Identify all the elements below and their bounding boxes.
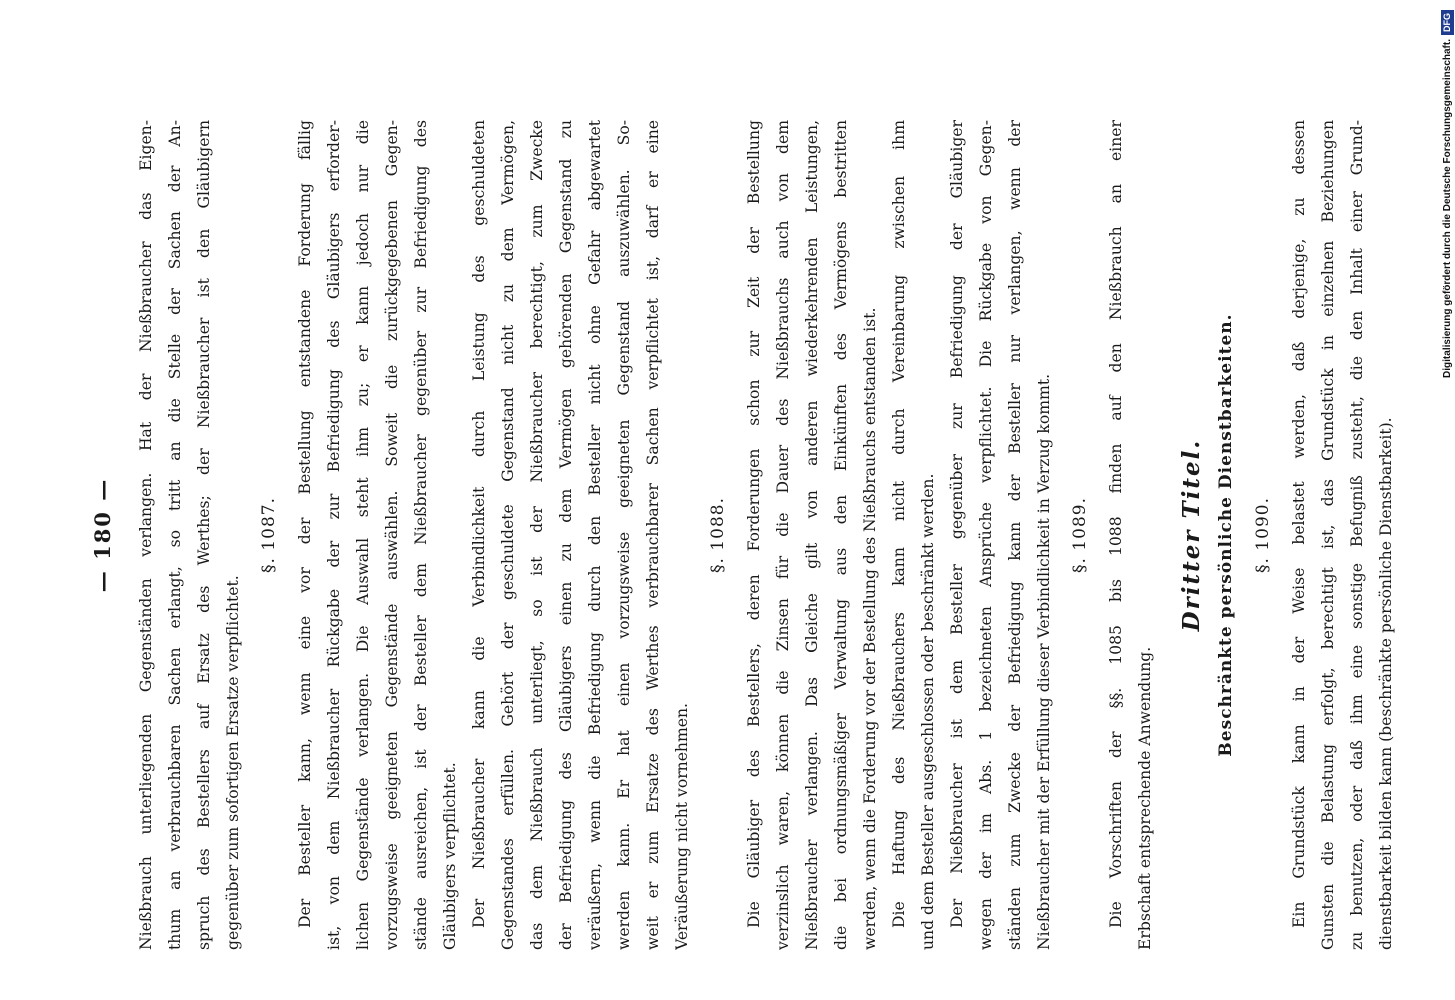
text-line: Die Gläubiger des Bestellers, deren Forderungen schon zur Zeit der Bestellung <box>745 120 763 928</box>
text-line: weit er zum Ersatze des Werthes verbrauchbarer Sachen verpflichtet ist, darf er eine <box>644 120 662 950</box>
paragraph <box>740 120 885 950</box>
text-line: Der Besteller kann, wenn eine vor der Bestellung entstandene Forderung fällig <box>296 120 314 928</box>
text-line: Gunsten die Belastung erfolgt, berechtigt ist, das Grundstück in einzelnen Beziehungen <box>1319 120 1337 950</box>
paragraph <box>132 120 248 950</box>
text-line: Der Nießbraucher kann die Verbindlichkeit durch Leistung des geschuldeten <box>470 120 488 928</box>
section-heading: §. 1090. <box>1253 497 1273 573</box>
chapter-subtitle: Beschränkte persönliche Dienstbarkeiten. <box>1216 313 1236 757</box>
text-line: Nießbrauch unterliegenden Gegenständen verlangen. Hat der Nießbraucher das Eigen- <box>137 120 155 950</box>
text-line: Veräußerung nicht vornehmen. <box>673 703 691 950</box>
text-line: Erbschaft entsprechende Anwendung. <box>1136 646 1154 950</box>
text-line: Gläubigers verpflichtet. <box>441 762 459 950</box>
text-line: Nießbraucher verlangen. Das Gleiche gilt von anderen wiederkehrenden Leistungen, <box>803 120 821 950</box>
text-line: die bei ordnungsmäßiger Verwaltung aus den Einkünften des Vermögens bestritten <box>832 120 850 950</box>
text-line: Nießbraucher mit der Erfüllung dieser Verbindlichkeit in Verzug kommt. <box>1035 373 1053 950</box>
section-heading: §. 1089. <box>1070 497 1090 573</box>
text-line: dienstbarkeit bilden kann (beschränkte persönliche Dienstbarkeit). <box>1377 417 1395 950</box>
text-line: wegen der im Abs. 1 bezeichneten Ansprüche verpflichtet. Die Rückgabe von Gegen- <box>977 120 995 950</box>
text-line: Der Nießbraucher ist dem Besteller gegenüber zur Befriedigung der Gläubiger <box>948 120 966 928</box>
dfg-logo: DFG <box>1441 10 1454 35</box>
text-line: vorzugsweise geeigneten Gegenstände auswählen. Soweit die zurückgegebenen Gegen- <box>383 120 401 950</box>
text-line: und dem Besteller ausgeschlossen oder beschränkt werden. <box>919 473 937 950</box>
text-line: spruch des Bestellers auf Ersatz des Werthes; der Nießbraucher ist den Gläubigern <box>195 120 213 950</box>
text-line: thum an verbrauchbaren Sachen erlangt, so tritt an die Stelle der Sachen der An- <box>166 120 184 950</box>
text-line: zu benutzen, oder daß ihm eine sonstige Befugniß zusteht, die den Inhalt einer Grund- <box>1348 120 1366 950</box>
chapter-title: Dritter Titel. <box>1178 438 1205 632</box>
text-line: Die Haftung des Nießbrauchers kann nicht durch Vereinbarung zwischen ihm <box>890 120 908 928</box>
text-line: werden kann. Er hat einen vorzugsweise geeigneten Gegenstand auszuwählen. So- <box>615 120 633 950</box>
text-line: Die Vorschriften der §§. 1085 bis 1088 finden auf den Nießbrauch an einer <box>1107 120 1125 928</box>
section-heading: §. 1088. <box>708 497 728 573</box>
text-line: werden, wenn die Forderung vor der Bestellung des Nießbrauchs entstanden ist. <box>861 307 879 950</box>
paragraph <box>943 120 1059 950</box>
page-number: — 180 — <box>90 477 115 593</box>
text-line: ständen zum Zwecke der Befriedigung kann der Besteller nur verlangen, wenn der <box>1006 120 1024 950</box>
document-body <box>132 120 1401 950</box>
text-line: der Befriedigung des Gläubigers einen zu dem Vermögen gehörenden Gegenstand zu <box>557 120 575 950</box>
section-heading: §. 1087. <box>259 497 279 573</box>
text-line: ist, von dem Nießbraucher Rückgabe der zur Befriedigung des Gläubigers erforder- <box>325 120 343 950</box>
text-line: gegenüber zum sofortigen Ersatze verpflichtet. <box>224 575 242 950</box>
text-line: veräußern, wenn die Befriedigung durch den Besteller nicht ohne Gefahr abgewartet <box>586 120 604 950</box>
paragraph <box>885 120 943 950</box>
text-line: das dem Nießbrauch unterliegt, so ist der Nießbraucher berechtigt, zum Zwecke <box>528 120 546 950</box>
credit-text: Digitalisierung gefördert durch die Deutsche Forschungsgemeinschaft. <box>1441 39 1453 378</box>
digitization-credit <box>1440 10 1454 990</box>
paragraph <box>291 120 465 950</box>
text-line: stände ausreichen, ist der Besteller dem Nießbraucher gegenüber zur Befriedigung des <box>412 120 430 950</box>
paragraph <box>1102 120 1160 950</box>
paragraph <box>1285 120 1401 950</box>
text-line: Ein Grundstück kann in der Weise belastet werden, daß derjenige, zu dessen <box>1290 120 1308 928</box>
text-line: lichen Gegenstände verlangen. Die Auswahl steht ihm zu; er kann jedoch nur die <box>354 120 372 950</box>
text-line: Gegenstandes erfüllen. Gehört der geschuldete Gegenstand nicht zu dem Vermögen, <box>499 120 517 950</box>
text-line: verzinslich waren, können die Zinsen für die Dauer des Nießbrauchs auch von dem <box>774 120 792 950</box>
paragraph <box>465 120 697 950</box>
document-page <box>88 120 1395 950</box>
